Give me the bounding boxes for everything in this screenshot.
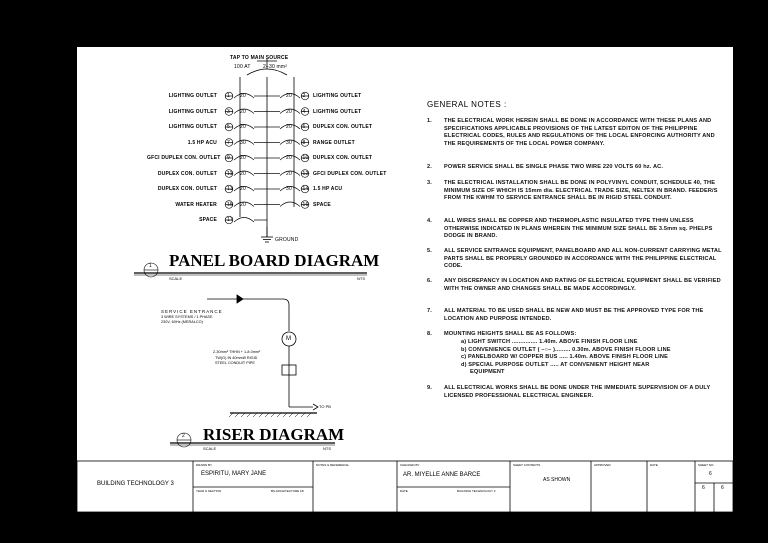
left-circuit-label: 1.5 HP ACU <box>187 139 217 146</box>
left-circuit-label: GFCI DUPLEX CON. OUTLET <box>147 155 221 161</box>
right-circuit-rating: 20 <box>286 124 292 130</box>
note-text: ALL MATERIAL TO BE USED SHALL BE NEW AND MUST BE THE APPROVED TYPE FOR THE LOCATION AND PURPOSE INTENDED. <box>444 308 704 322</box>
drawing-sheet <box>77 47 733 512</box>
left-circuit-rating: 20 <box>240 124 246 130</box>
right-circuit-number: 4 <box>302 108 306 115</box>
right-circuit-rating: 30 <box>286 139 292 146</box>
note-number: 8. <box>427 331 432 337</box>
service-desc-2: 230V, 60Hz (MERALCO) <box>161 320 203 324</box>
left-circuit-number: 1 <box>227 93 230 99</box>
right-circuit-number: 10 <box>302 155 309 161</box>
panel-scale-label: SCALE <box>169 276 183 281</box>
right-circuit-rating: 20 <box>286 108 292 115</box>
right-circuit-rating: 20 <box>286 93 292 99</box>
wire-desc-2: TW(G) IN 40mmØ RIGID <box>215 356 258 360</box>
subject-label: BUILDING TECHNOLOGY 3 <box>457 489 496 493</box>
right-circuit-number: 14 <box>302 186 309 192</box>
left-circuit-number: 7 <box>227 139 230 146</box>
date-label: DATE <box>400 489 408 493</box>
note-text: ALL SERVICE ENTRANCE EQUIPMENT, PANELBOARD AND ALL NON-CURRENT CARRYING METAL PARTS SHALL BE PROPERLY GROUNDED IN ACCORDANCE WITH THE PHILIPPINE ELECTRICAL CODE. <box>444 248 722 270</box>
service-desc-1: 3 WIRE SYSTEMS / 1 PHASE <box>161 315 213 319</box>
year-section-label: YEAR & SECTION <box>196 489 222 493</box>
ground-label: GROUND <box>275 237 299 243</box>
panel-nts-label: NTS <box>357 276 365 281</box>
right-circuit-label: 1.5 HP ACU <box>313 186 343 192</box>
mounting-item: d) SPECIAL PURPOSE OUTLET ..... AT CONVENIENT HEIGHT NEAR <box>461 361 650 368</box>
mounting-item: c) PANELBOARD W/ COPPER BUS ..... 1.40m. ABOVE FINISH FLOOR LINE <box>461 354 668 361</box>
left-circuit-number: 17 <box>227 217 233 223</box>
mounting-heights-list <box>461 339 731 377</box>
left-circuit-number: 11 <box>227 170 233 177</box>
left-circuit-rating: 20 <box>240 201 246 208</box>
note-number: 2. <box>427 164 432 170</box>
date-col-label: DATE <box>650 463 658 467</box>
riser-scale-label: SCALE <box>203 446 217 451</box>
main-source-label: TAP TO MAIN SOURCE <box>230 55 289 61</box>
note-text: THE ELECTRICAL WORK HEREIN SHALL BE DONE IN ACCORDANCE WITH THESE PLANS AND SPECIFICATIONS APPLICABLE PROVISIONS OF THE LATEST EDITON OF THE PHILIPPINE ELECTRICAL CODES, RULES AND REGULATIONS OF THE LOCAL ENFORCING AUTHORITY AND THE REQUIREMENTS OF THE LOCAL POWER COMPANY. <box>444 118 715 147</box>
left-circuit-rating: 20 <box>240 155 246 161</box>
right-circuit-number: 12 <box>302 170 309 177</box>
sheet-no: 6 <box>709 471 712 477</box>
riser-title: RISER DIAGRAM <box>203 425 345 444</box>
meter-label: M <box>286 336 291 342</box>
right-circuit-label: GFCI DUPLEX CON. OUTLET <box>313 170 387 177</box>
right-circuit-number: 8 <box>302 139 306 146</box>
left-circuit-label: DUPLEX CON. OUTLET <box>157 170 217 177</box>
sheet-of-a: 6 <box>702 485 705 491</box>
course-name: BUILDING TECHNOLOGY 3 <box>97 481 174 487</box>
right-circuit-label: RANGE OUTLET <box>313 139 355 146</box>
scale-value: AS SHOWN <box>543 477 571 483</box>
remarks-label: NOTES & REFERENCE <box>316 463 349 467</box>
left-circuit-number: 15 <box>227 201 233 208</box>
note-number: 6. <box>427 278 432 284</box>
to-pb-label: TO PB <box>319 404 331 409</box>
note-number: 1. <box>427 118 432 124</box>
left-circuit-number: 5 <box>227 124 230 130</box>
breaker-symbol <box>280 202 300 207</box>
left-circuit-rating: 20 <box>240 93 246 99</box>
right-circuit-rating: 20 <box>286 170 292 177</box>
mounting-item: b) CONVENIENCE OUTLET ( –○– )......... 0.30m. ABOVE FINISH FLOOR LINE <box>461 346 671 353</box>
right-circuit-label: LIGHTING OUTLET <box>313 108 362 115</box>
right-circuit-rating: 20 <box>286 155 292 161</box>
left-circuit-number: 3 <box>227 108 230 115</box>
right-circuit-rating: 30 <box>286 186 292 192</box>
left-circuit-label: WATER HEATER <box>175 201 217 208</box>
left-circuit-rating: 20 <box>240 170 246 177</box>
right-circuit-label: DUPLEX CON. OUTLET <box>313 124 373 130</box>
note-number: 9. <box>427 385 432 391</box>
checked-by-name: AR. MIYELLE ANNE BARCE <box>403 472 481 478</box>
right-circuit-label: LIGHTING OUTLET <box>313 93 362 99</box>
left-circuit-label: SPACE <box>199 217 217 223</box>
right-circuit-number: 2 <box>302 93 306 99</box>
riser-schematic <box>207 295 318 413</box>
panel-title: PANEL BOARD DIAGRAM <box>169 251 380 270</box>
sheet-contents-label: SHEET CONTENTS <box>513 463 541 467</box>
left-circuit-label: DUPLEX CON. OUTLET <box>157 186 217 192</box>
note-text: ANY DISCREPANCY IN LOCATION AND RATING OF ELECTRICAL EQUIPMENT SHALL BE VERIFIED WITH THE OWNER AND CHANGES SHALL BE MADE ACCORDINGLY. <box>444 278 721 292</box>
right-circuit-number: 16 <box>302 201 309 208</box>
note-number: 4. <box>427 218 432 224</box>
sheet-no-label: SHEET NO. <box>698 463 715 467</box>
note-number: 3. <box>427 180 432 186</box>
title-block-frame <box>77 461 733 512</box>
left-circuit-number: 13 <box>227 186 233 192</box>
left-circuit-rating: 20 <box>240 108 246 115</box>
approved-label: APPROVED <box>594 463 611 467</box>
left-circuit-rating: 30 <box>240 139 246 146</box>
note-text: ALL ELECTRICAL WORKS SHALL BE DONE UNDER THE IMMEDIATE SUPERVISION OF A DULY LICENSED PROFESSIONAL ELECTRICAL ENGINEER. <box>444 385 711 399</box>
wire-desc-3: STEEL CONDUIT PIPE <box>215 361 255 365</box>
main-wire-label: 2–30 mm² <box>263 64 288 70</box>
left-circuit-label: LIGHTING OUTLET <box>168 108 217 115</box>
breaker-symbol <box>234 218 254 223</box>
service-entrance-label: SERVICE ENTRANCE <box>161 309 223 314</box>
left-circuit-label: LIGHTING OUTLET <box>168 124 217 130</box>
drawn-by-label: DRAWN BY <box>196 463 213 467</box>
sheet-of-b: 6 <box>721 485 724 491</box>
main-breaker-label: 100 AT <box>234 64 251 70</box>
note-text: MOUNTING HEIGHTS SHALL BE AS FOLLOWS: <box>444 331 577 337</box>
drawn-by-name: ESPIRITU, MARY JANE <box>201 471 267 477</box>
checked-by-label: CHECKED BY <box>400 463 420 467</box>
note-number: 7. <box>427 308 432 314</box>
wire-desc-1: 2-30mm² THHN + 1-8.0mm² <box>213 350 261 354</box>
riser-nts-label: NTS <box>323 446 331 451</box>
left-circuit-label: LIGHTING OUTLET <box>168 93 217 99</box>
right-circuit-label: SPACE <box>313 201 331 208</box>
left-circuit-rating: 20 <box>240 186 246 192</box>
mounting-item: a) LIGHT SWITCH ............... 1.40m. ABOVE FINISH FLOOR LINE <box>461 339 638 345</box>
year-section-value: BS ARCHITECTURE 1B <box>271 489 304 493</box>
note-number: 5. <box>427 248 432 254</box>
riser-marker-number: 2 <box>182 433 185 439</box>
mounting-item: EQUIPMENT <box>470 369 505 376</box>
right-circuit-number: 6 <box>302 124 306 130</box>
panel-marker-number: 1 <box>149 263 152 269</box>
right-circuit-label: DUPLEX CON. OUTLET <box>313 155 373 161</box>
note-text: ALL WIRES SHALL BE COPPER AND THERMOPLASTIC INSULATED TYPE THHN UNLESS OTHERWISE INDICATED IN PLANS WHEREIN THE MINIMUM SIZE SHALL BE 3.5mm sq. PHELPS DODGE IN BRAND. <box>444 218 713 240</box>
left-circuit-number: 9 <box>227 155 230 161</box>
ground-symbol <box>261 227 273 242</box>
general-notes-heading: GENERAL NOTES : <box>427 100 507 109</box>
note-text: THE ELECTRICAL INSTALLATION SHALL BE DONE IN POLYVINYL CONDUIT, SCHEDULE 40, THE MINIMUM SIZE OF WHICH IS 15mm dia. ELECTRICAL TRADE SIZE, NELTEX IN BRAND. FEEDER/S FROM THE KWHM TO SERVICE ENTRANCE SHALL BE IN RIGID STEEL CONDUIT. <box>444 180 718 202</box>
note-text: POWER SERVICE SHALL BE SINGLE PHASE TWO WIRE 220 VOLTS 60 hz. AC. <box>444 164 664 170</box>
